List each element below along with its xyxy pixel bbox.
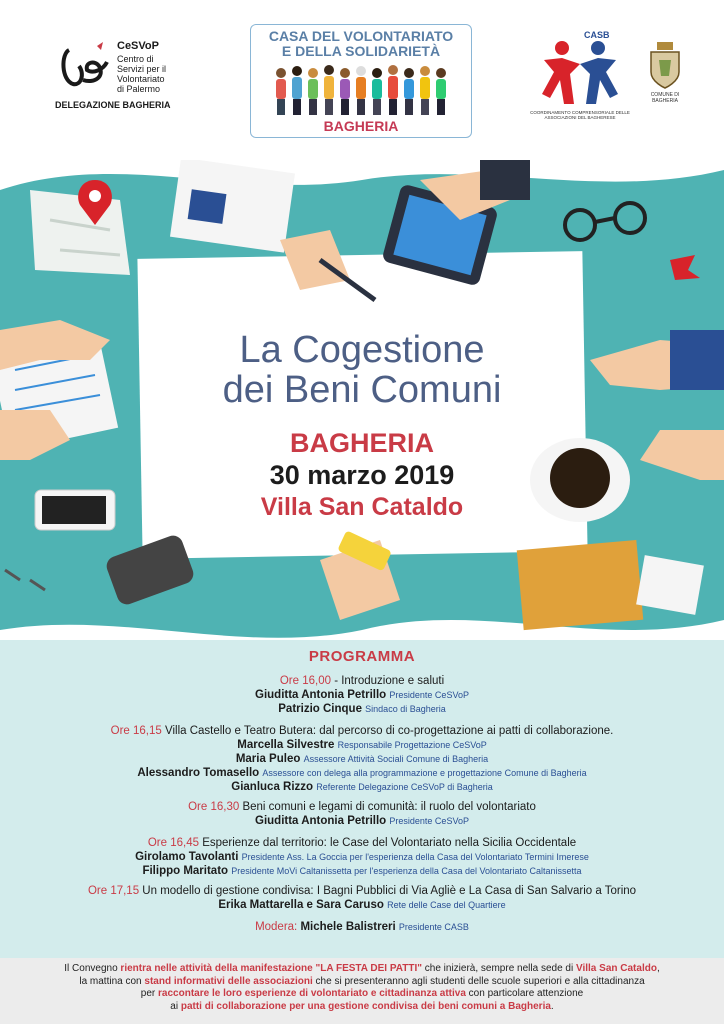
comune-label-line2: BAGHERIA — [652, 98, 678, 104]
entry-time: Ore 16,30 — [188, 801, 240, 813]
speaker-role: Presidente CeSVoP — [389, 816, 469, 826]
casb-logo — [530, 28, 630, 128]
speaker-name: Filippo Maritato — [142, 865, 229, 877]
footer-part: che inizierà, sempre nella sede di — [422, 963, 576, 974]
footer-part: con particolare attenzione — [465, 988, 584, 999]
speaker-role: Assessore con delega alla programmazione e progettazione Comune di Bagheria — [262, 768, 587, 778]
entry-time: Ore 16,00 — [279, 675, 331, 687]
entry-desc: Villa Castello e Teatro Butera: dal percorso di co-progettazione ai patti di collaborazione. — [161, 725, 614, 737]
footer-part: Il Convegno — [64, 963, 121, 974]
people-group-icon — [271, 61, 451, 117]
speaker-name: Girolamo Tavolanti — [135, 851, 239, 863]
speaker-name: Maria Puleo — [235, 753, 301, 765]
program-speaker — [0, 766, 724, 780]
casa-city: BAGHERIA — [323, 118, 399, 134]
speaker-name: Gianluca Rizzo — [231, 781, 314, 793]
header — [0, 0, 724, 160]
event-title-line1: La Cogestione — [239, 329, 485, 371]
moderator-role: Presidente CASB — [398, 922, 469, 932]
speaker-name: Alessandro Tomasello — [137, 767, 260, 779]
program-speaker — [0, 738, 724, 752]
casa-volontariato-logo — [250, 24, 472, 138]
speaker-name: Giuditta Antonia Petrillo — [255, 689, 387, 701]
moderator-label: Modera: — [255, 921, 298, 933]
speaker-name: Erika Mattarella e Sara Caruso — [218, 899, 384, 911]
speaker-name: Giuditta Antonia Petrillo — [255, 815, 387, 827]
program-entry — [0, 724, 724, 738]
cesvop-logo — [55, 38, 185, 118]
footer-part: la mattina con — [79, 975, 145, 987]
speaker-role: Referente Delegazione CeSVoP di Bagheria — [316, 782, 493, 792]
program-entry — [0, 674, 724, 688]
footer-highlight: raccontare le loro esperienze di volontariato e cittadinanza attiva — [158, 988, 466, 999]
program-speaker — [0, 702, 724, 716]
speaker-role: Presidente MoVi Caltanissetta per l'esperienza della Casa del Volontariato Caltanissetta — [231, 866, 582, 876]
speaker-role: Sindaco di Bagheria — [365, 704, 446, 714]
document-icon — [170, 160, 295, 253]
footer-highlight: stand informativi delle associazioni — [144, 975, 313, 987]
footer-part: per — [140, 988, 159, 999]
casb-subtitle: COORDINAMENTO COMPRENSORIALE DELLE ASSOCIAZIONI DEL BAGHERESE — [530, 110, 630, 120]
footer-part: , — [656, 963, 660, 974]
footer-part: che si presenteranno agli studenti delle scuole superiori e alla cittadinanza — [312, 975, 645, 987]
entry-desc: Beni comuni e legami di comunità: il ruolo del volontariato — [239, 801, 536, 813]
cesvop-name: CeSVoP — [117, 40, 159, 52]
speaker-role: Rete delle Case del Quartiere — [387, 900, 506, 910]
event-city: BAGHERIA — [289, 428, 434, 458]
event-date: 30 marzo 2019 — [269, 460, 455, 490]
program-speaker — [0, 864, 724, 878]
program-entry — [0, 836, 724, 850]
program-speaker — [0, 688, 724, 702]
footer-highlight: patti di collaborazione per una gestione condivisa dei beni comuni a Bagheria — [180, 1000, 551, 1012]
casa-title-line1: CASA DEL VOLONTARIATO — [268, 28, 454, 44]
casb-figures-icon — [540, 40, 620, 108]
program-speaker — [0, 752, 724, 766]
cesvop-subtitle: Centro di Servizi per il Volontariato di Palermo — [117, 54, 167, 94]
program-title: PROGRAMMA — [308, 648, 416, 665]
event-title — [0, 330, 724, 410]
footer-part: ai — [170, 1000, 181, 1012]
speaker-name: Patrizio Cinque — [278, 703, 362, 715]
casb-name: CASB — [584, 30, 610, 40]
coat-of-arms-icon — [649, 42, 681, 90]
event-title-line2: dei Beni Comuni — [222, 369, 502, 411]
comune-label — [641, 92, 689, 104]
entry-desc: - Introduzione e saluti — [331, 675, 445, 687]
footer-part: . — [550, 1000, 554, 1012]
comune-logo — [645, 42, 685, 112]
program-speaker — [0, 814, 724, 828]
program-entry — [0, 884, 724, 898]
moderator-name: Michele Balistreri — [297, 921, 396, 933]
cesvop-delegation: DELEGAZIONE BAGHERIA — [55, 100, 171, 110]
entry-time: Ore 16,15 — [110, 725, 162, 737]
footer-highlight: Villa San Cataldo — [575, 963, 657, 974]
program-speaker — [0, 780, 724, 794]
entry-desc: Un modello di gestione condivisa: I Bagni Pubblici di Via Agliè e La Casa di San Salvario a Torino — [139, 885, 637, 897]
entry-time: Ore 16,45 — [147, 837, 199, 849]
entry-time: Ore 17,15 — [87, 885, 140, 897]
comune-label-line1: COMUNE DI — [650, 92, 680, 98]
speaker-role: Presidente CeSVoP — [389, 690, 469, 700]
footer-highlight: rientra nelle attività della manifestazione "LA FESTA DEI PATTI" — [120, 963, 422, 974]
program-speaker — [0, 898, 724, 912]
speaker-role: Assessore Attività Sociali Comune di Bagheria — [303, 754, 489, 764]
casa-title — [251, 29, 471, 59]
entry-desc: Esperienze dal territorio: le Case del Volontariato nella Sicilia Occidentale — [199, 837, 577, 849]
program-entry — [0, 800, 724, 814]
speaker-role: Presidente Ass. La Goccia per l'esperienza della Casa del Volontariato Termini Imerese — [241, 852, 589, 862]
program-moderator — [0, 920, 724, 934]
program-speaker — [0, 850, 724, 864]
speaker-name: Marcella Silvestre — [237, 739, 335, 751]
footer-text — [14, 963, 710, 1013]
event-venue: Villa San Cataldo — [260, 493, 464, 521]
cesvop-mark-icon — [59, 40, 117, 90]
speaker-role: Responsabile Progettazione CeSVoP — [337, 740, 487, 750]
casa-title-line2: E DELLA SOLIDARIETÀ — [281, 43, 441, 59]
